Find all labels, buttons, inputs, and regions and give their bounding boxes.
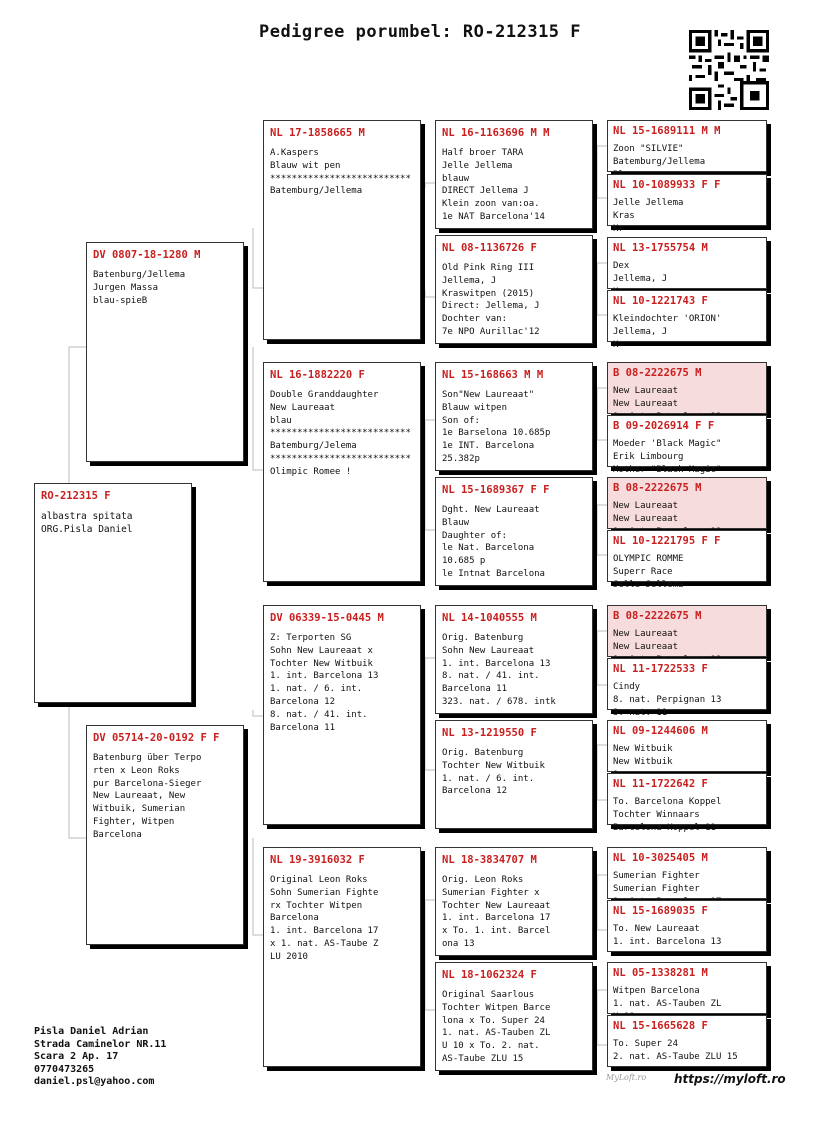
info-line: blau-spieB xyxy=(93,295,148,306)
ring-number: DV 0807-18-1280 M xyxy=(93,249,201,261)
info-line: K xyxy=(613,339,619,350)
info-line: Jelle Jellema xyxy=(613,198,684,208)
info-line: Barcelona 12 xyxy=(270,696,336,707)
info-line: 8. nat. / 41. int. xyxy=(270,709,368,720)
info-line: 1e NAT Barcelona'14 xyxy=(442,211,545,222)
info-line: New Witbuik xyxy=(613,756,673,767)
info-line: Double Granddaughter xyxy=(270,390,379,400)
ancestor-card[interactable] xyxy=(607,415,767,475)
info-line: ************************** xyxy=(270,428,411,439)
info-line: Jelle Jellema xyxy=(613,579,684,590)
info-line: le Intnat Barcelona xyxy=(442,568,545,579)
dam-card[interactable] xyxy=(86,725,244,945)
info-line: lona x To. Super 24 xyxy=(442,1015,545,1026)
owner-phone: 0770473265 xyxy=(34,1063,95,1075)
info-line: Half broer TARA xyxy=(442,148,524,158)
info-line: blauw xyxy=(442,173,470,184)
grandparent-card[interactable] xyxy=(263,847,421,1067)
info-line: New Laureaat, New xyxy=(93,791,186,802)
info-line: U 10 x To. 2. nat. xyxy=(442,1041,540,1052)
info-line: New Laureaat xyxy=(613,513,679,524)
ring-number: NL 15-1665628 F xyxy=(613,1020,708,1032)
info-line: ORG.Pisla Daniel xyxy=(41,524,133,535)
info-line: Son"New Laureaat" xyxy=(442,390,535,400)
owner-street: Strada Caminelor NR.11 xyxy=(34,1038,167,1050)
info-line: To. Barcelona Koppel xyxy=(613,797,722,807)
ring-number: NL 16-1163696 M M xyxy=(442,127,550,139)
info-line: albastra spitata xyxy=(41,511,133,522)
info-line: OLYMPIC ROMME xyxy=(613,554,684,564)
info-line: 1. int. Barcelona 17 xyxy=(442,913,551,924)
ring-number: NL 14-1040555 M xyxy=(442,612,537,624)
info-line: rx Tochter Witpen xyxy=(270,900,363,911)
info-line: Kleindochter 'ORION' xyxy=(613,314,722,324)
info-line: Jellema, J xyxy=(613,273,668,284)
info-line: pur Barcelona-Sieger xyxy=(93,778,202,789)
info-line: Batenburg/Jellema xyxy=(93,270,186,280)
info-line: Witbuik, Sumerian xyxy=(93,804,186,815)
info-line: Batemburg/Jelema xyxy=(270,441,357,452)
info-line: New Laureaat xyxy=(613,501,679,511)
info-line: Tochter Winnaars xyxy=(613,809,700,820)
sire-card[interactable] xyxy=(86,242,244,462)
info-line: 1. nat. / 6. int. xyxy=(270,684,363,695)
info-line: 3. nat. 11 xyxy=(613,707,668,718)
info-line: Orig. Leon Roks xyxy=(442,875,524,885)
ring-number: NL 11-1722642 F xyxy=(613,778,708,790)
info-line: 8. nat. / 41. int. xyxy=(442,671,540,682)
ring-number: B 08-2222675 M xyxy=(613,610,702,622)
ring-number: NL 09-1244606 M xyxy=(613,725,708,737)
subject-pigeon-card[interactable] xyxy=(34,483,192,703)
ring-number: NL 10-1221795 F F xyxy=(613,535,721,547)
info-line: 7e NPO Aurillac'12 xyxy=(442,326,540,337)
owner-contact-block xyxy=(34,1026,166,1089)
info-line: New Laureaat xyxy=(613,398,679,409)
great-grandparent-card[interactable] xyxy=(435,962,593,1071)
ancestor-card[interactable] xyxy=(607,773,767,833)
info-line: Witpen Barcelona xyxy=(613,986,700,996)
info-line: 323. nat. / 678. intk xyxy=(442,696,556,707)
ring-number: NL 11-1722533 F xyxy=(613,663,708,675)
ancestor-card[interactable] xyxy=(607,1015,767,1067)
info-line: Barcelona xyxy=(270,913,319,924)
info-line: Klein zoon van:oa. xyxy=(442,199,540,210)
info-line: Z: Terporten SG xyxy=(270,633,352,643)
info-line: Zoon "SILVIE" xyxy=(613,144,684,154)
ancestor-card[interactable] xyxy=(607,362,767,414)
info-line: 25.382p xyxy=(442,453,480,464)
info-line: Olimpic Romee ! xyxy=(270,466,352,477)
info-line: Original Leon Roks xyxy=(270,875,368,885)
info-line: Orig. Batenburg xyxy=(442,633,524,643)
info-line: Cindy xyxy=(613,682,641,692)
owner-email[interactable]: daniel.psl@yahoo.com xyxy=(34,1076,155,1088)
grandparent-card[interactable] xyxy=(263,120,421,340)
ring-number: B 08-2222675 M xyxy=(613,482,702,494)
info-line: 1. nat. / 6. int. xyxy=(442,773,535,784)
info-line: Sohn New Laureaat xyxy=(442,645,535,656)
ring-number: NL 15-168663 M M xyxy=(442,369,544,381)
info-line: Tochter Witpen Barce xyxy=(442,1002,551,1013)
info-line: Direct: Jellema, J xyxy=(442,301,540,312)
ancestor-card[interactable] xyxy=(607,477,767,529)
info-line: AS-Taube ZLU 15 xyxy=(442,1053,524,1064)
ancestor-card[interactable] xyxy=(607,605,767,657)
info-line: Tochter New Witbuik xyxy=(270,658,373,669)
info-line: New Laureaat xyxy=(613,629,679,639)
ancestor-card[interactable] xyxy=(607,290,767,350)
info-line: 1e INT. Barcelona xyxy=(442,441,535,452)
website-link[interactable]: https://myloft.ro xyxy=(674,1072,786,1086)
ring-number: NL 13-1755754 M xyxy=(613,242,708,254)
great-grandparent-card[interactable] xyxy=(435,362,593,471)
ring-number: NL 16-1882220 F xyxy=(270,369,365,381)
info-line: Fighter, Witpen xyxy=(93,816,175,827)
ring-number: NL 19-3916032 F xyxy=(270,854,365,866)
info-line: Tochter New Witbuik xyxy=(442,760,545,771)
ring-number: NL 10-1089933 F F xyxy=(613,179,721,191)
info-line: Barcelona 11 xyxy=(270,722,336,733)
info-line: Sumerian Fighter x xyxy=(442,887,540,898)
info-line: A.Kaspers xyxy=(270,148,319,158)
info-line: Erik Limbourg xyxy=(613,451,684,462)
info-line: 1. int. Barcelona 13 xyxy=(442,658,551,669)
info-line: Daughter of: xyxy=(442,530,508,541)
info-line: Dght. New Laureaat xyxy=(442,505,540,515)
ring-number: B 08-2222675 M xyxy=(613,367,702,379)
info-line: Sohn Sumerian Fighte xyxy=(270,887,379,898)
ring-number: NL 17-1858665 M xyxy=(270,127,365,139)
great-grandparent-card[interactable] xyxy=(435,720,593,829)
page-title: Pedigree porumbel: RO-212315 F xyxy=(258,22,582,42)
info-line: LU 2010 xyxy=(270,951,308,962)
info-line: 1. int. Barcelona 13 xyxy=(270,671,379,682)
info-line: 1. nat. AS-Tauben ZL xyxy=(613,998,722,1009)
grandparent-card[interactable] xyxy=(263,362,421,582)
info-line: x To. 1. int. Barcel xyxy=(442,926,551,937)
ring-number: NL 10-3025405 M xyxy=(613,852,708,864)
info-line: Jelle Jellema xyxy=(442,160,513,171)
info-line: Tochter New Laureaat xyxy=(442,900,551,911)
info-line: Sumerian Fighter xyxy=(613,883,700,894)
myloft-logo: MyLoft.ro xyxy=(606,1073,647,1082)
info-line: New Laureaat xyxy=(613,386,679,396)
info-line: Jellema, J xyxy=(613,326,668,337)
info-line: 8. nat. Perpignan 13 xyxy=(613,694,722,705)
ring-number: NL 18-3834707 M xyxy=(442,854,537,866)
info-line: Kraswitpen (2015) xyxy=(442,288,535,299)
info-line: Barcelona Koppel 11 xyxy=(613,822,716,833)
ring-number: NL 15-1689035 F xyxy=(613,905,708,917)
great-grandparent-card[interactable] xyxy=(435,235,593,344)
info-line: Old Pink Ring III xyxy=(442,263,535,273)
info-line: Batemburg/Jellema xyxy=(613,156,706,167)
info-line: Son of: xyxy=(442,415,480,426)
info-line: blau xyxy=(270,415,292,426)
ring-number: NL 13-1219550 F xyxy=(442,727,537,739)
ring-number: NL 15-1689367 F F xyxy=(442,484,550,496)
ancestor-card[interactable] xyxy=(607,900,767,952)
info-line: Blauw xyxy=(442,517,470,528)
ancestor-card[interactable] xyxy=(607,658,767,718)
info-line: 2. nat. AS-Taube ZLU 15 xyxy=(613,1051,738,1062)
info-line: New Laureaat xyxy=(270,402,336,413)
info-line: le Nat. Barcelona xyxy=(442,543,535,554)
ring-number: NL 10-1221743 F xyxy=(613,295,708,307)
info-line: DIRECT Jellema J xyxy=(442,186,529,197)
owner-apartment: Scara 2 Ap. 17 xyxy=(34,1051,119,1063)
info-line: To. New Laureaat xyxy=(613,924,700,934)
ancestor-card[interactable] xyxy=(607,530,767,590)
great-grandparent-card[interactable] xyxy=(435,847,593,956)
info-line: Dochter van: xyxy=(442,314,508,325)
info-line: To. Super 24 xyxy=(613,1039,679,1049)
info-line: Barcelona 12 xyxy=(442,786,508,797)
ring-number: NL 08-1136726 F xyxy=(442,242,537,254)
info-line: Moeder 'Black Magic" xyxy=(613,439,722,449)
ancestor-card[interactable] xyxy=(607,720,767,772)
info-line: Sumerian Fighter xyxy=(613,871,700,881)
ancestor-card[interactable] xyxy=(607,120,767,172)
info-line: Dex xyxy=(613,261,630,271)
ancestor-card[interactable] xyxy=(607,174,767,234)
info-line: Barcelona 11 xyxy=(442,684,508,695)
info-line: New Laureaat xyxy=(613,641,679,652)
ring-number: DV 05714-20-0192 F F xyxy=(93,732,220,744)
info-line: Jellema, J xyxy=(442,275,497,286)
info-line: Barcelona xyxy=(93,829,142,840)
info-line: Blauw wit pen xyxy=(270,160,341,171)
ancestor-card[interactable] xyxy=(607,962,767,1014)
ring-number: B 09-2026914 F F xyxy=(613,420,715,432)
info-line: Batenburg über Terpo xyxy=(93,753,202,763)
ring-number: NL 15-1689111 M M xyxy=(613,125,721,137)
great-grandparent-card[interactable] xyxy=(435,120,593,229)
owner-name: Pisla Daniel Adrian xyxy=(34,1026,149,1037)
info-line: New Witbuik xyxy=(613,744,673,754)
info-line: Original Saarlous xyxy=(442,990,535,1000)
info-line: Jurgen Massa xyxy=(93,282,159,293)
info-line: 10.685 p xyxy=(442,556,486,567)
info-line: Kras xyxy=(613,210,635,221)
info-line: Orig. Batenburg xyxy=(442,748,524,758)
info-line: Blauw witpen xyxy=(442,402,508,413)
ancestor-card[interactable] xyxy=(607,237,767,289)
info-line: ************************** xyxy=(270,453,411,464)
info-line: Kr xyxy=(613,223,624,234)
info-line: Superr Race xyxy=(613,566,673,577)
great-grandparent-card[interactable] xyxy=(435,605,593,714)
ancestor-card[interactable] xyxy=(607,847,767,899)
info-line: Batemburg/Jellema xyxy=(270,186,363,197)
info-line: 1. int. Barcelona 13 xyxy=(613,936,722,947)
ring-number: NL 18-1062324 F xyxy=(442,969,537,981)
info-line: ************************** xyxy=(270,173,411,184)
ring-number: NL 05-1338281 M xyxy=(613,967,708,979)
info-line: x 1. nat. AS-Taube Z xyxy=(270,938,379,949)
info-line: 1. int. Barcelona 17 xyxy=(270,926,379,937)
great-grandparent-card[interactable] xyxy=(435,477,593,586)
info-line: Sohn New Laureaat x xyxy=(270,645,373,656)
grandparent-card[interactable] xyxy=(263,605,421,825)
info-line: ona 13 xyxy=(442,938,475,949)
ring-number: DV 06339-15-0445 M xyxy=(270,612,384,624)
ring-number: RO-212315 F xyxy=(41,490,111,502)
info-line: 1e Barselona 10.685p xyxy=(442,428,551,439)
info-line: rten x Leon Roks xyxy=(93,765,180,776)
info-line: Mother "Black Magic" xyxy=(613,464,722,475)
info-line: 1. nat. AS-Tauben ZL xyxy=(442,1028,551,1039)
